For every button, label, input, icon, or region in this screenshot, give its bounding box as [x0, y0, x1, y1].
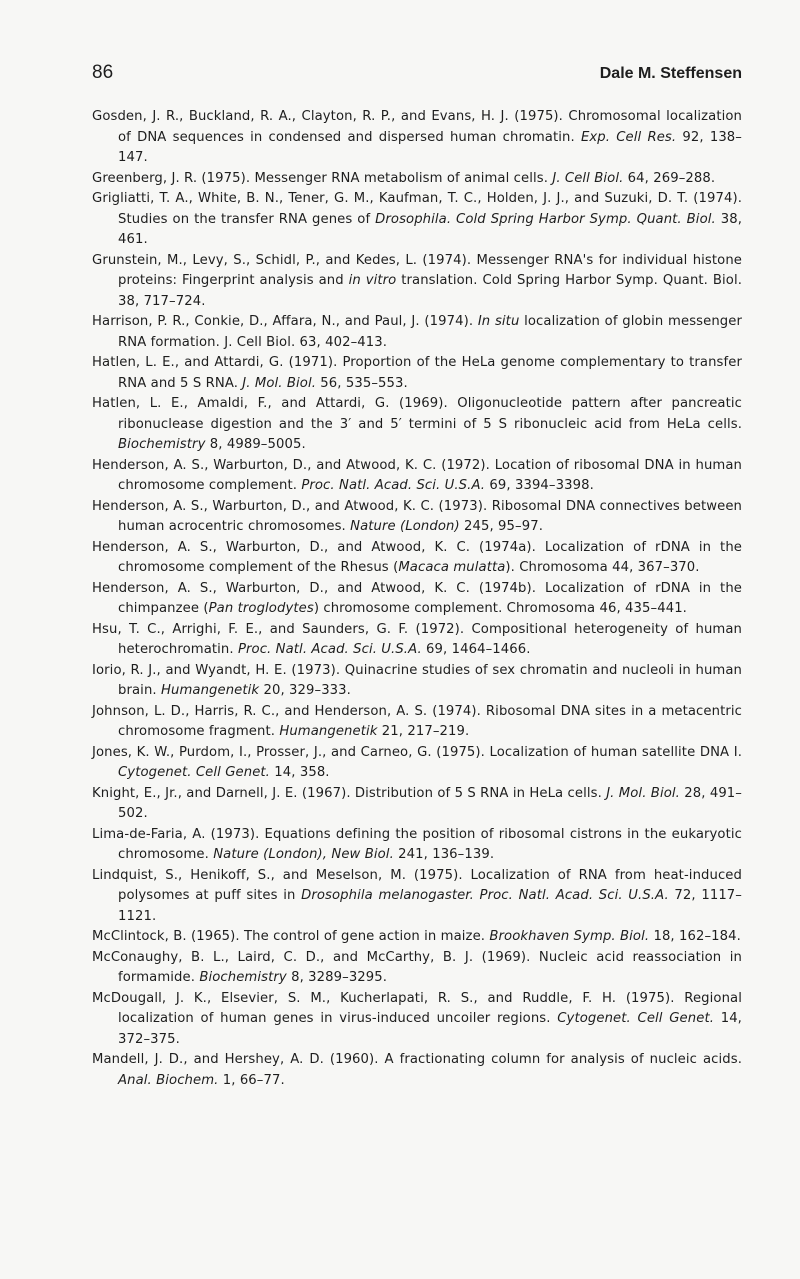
reference-item — [92, 784, 742, 825]
reference-item — [92, 620, 742, 661]
reference-item — [92, 169, 742, 190]
running-head: Dale M. Steffensen — [599, 65, 742, 82]
reference-item — [92, 989, 742, 1051]
reference-journal: Nature (London) — [350, 519, 460, 534]
reference-volume: 21, 217–219. — [377, 724, 470, 739]
reference-text: Gosden, J. R., Buckland, R. A., Clayton, R. P., and Evans, H. J. (1975). Chromosomal localization of DNA sequences in condensed and dispersed human chromatin. — [92, 109, 742, 145]
reference-journal: Exp. Cell Res. — [580, 129, 677, 145]
reference-item — [92, 353, 742, 394]
reference-item — [92, 743, 742, 784]
reference-item — [92, 251, 742, 313]
reference-volume: 64, 269–288. — [623, 170, 716, 186]
reference-volume: 72, 1117–1121. — [118, 888, 742, 924]
reference-text: Henderson, A. S., Warburton, D., and Atwood, K. C. (1974b). Localization of rDNA in the chimpanzee ( — [92, 580, 742, 616]
reference-volume: translation. Cold Spring Harbor Symp. Quant. Biol. 38, 717–724. — [118, 273, 743, 309]
reference-text: Henderson, A. S., Warburton, D., and Atwood, K. C. (1974a). Localization of rDNA in the chromosome complement of the Rhesus ( — [92, 539, 742, 575]
reference-text: Grigliatti, T. A., White, B. N., Tener, G. M., Kaufman, T. C., Holden, J. J., and Suzuki, D. T. (1974). Studies on the transfer RNA genes of — [92, 191, 742, 227]
reference-journal: Pan troglodytes — [208, 601, 314, 616]
reference-text: Henderson, A. S., Warburton, D., and Atwood, K. C. (1972). Location of ribosomal DNA in human chromosome complement. — [92, 457, 742, 493]
reference-item — [92, 927, 742, 948]
reference-text: Knight, E., Jr., and Darnell, J. E. (1967). Distribution of 5 S RNA in HeLa cells. — [92, 785, 607, 801]
reference-journal: Nature (London), New Biol. — [213, 847, 394, 862]
reference-volume: 20, 329–333. — [259, 683, 351, 698]
reference-volume: 18, 162–184. — [649, 929, 741, 944]
reference-item — [92, 702, 742, 743]
reference-journal: In situ — [477, 314, 520, 329]
reference-item — [92, 579, 742, 620]
reference-text: Iorio, R. J., and Wyandt, H. E. (1973). Quinacrine studies of sex chromatin and nucleoli in human brain. — [92, 662, 742, 698]
reference-text: Greenberg, J. R. (1975). Messenger RNA metabolism of animal cells. — [92, 170, 553, 186]
reference-journal: in vitro — [348, 273, 397, 288]
reference-text: Hatlen, L. E., Amaldi, F., and Attardi, G. (1969). Oligonucleotide pattern after pancreatic ribonuclease digestion and the 3′ and 5′ termini of 5 S ribonucleic acid from HeLa cells. — [92, 396, 742, 432]
reference-volume: 14, 372–375. — [118, 1011, 742, 1047]
reference-text: Johnson, L. D., Harris, R. C., and Henderson, A. S. (1974). Ribosomal DNA sites in a metacentric chromosome fragment. — [92, 703, 742, 739]
reference-item — [92, 661, 742, 702]
reference-volume: localization of globin messenger RNA formation. J. Cell Biol. 63, 402–413. — [118, 314, 743, 350]
reference-volume: 56, 535–553. — [316, 375, 408, 391]
reference-journal: Drosophila melanogaster. Proc. Natl. Acad. Sci. U.S.A. — [301, 888, 669, 903]
reference-text: Hatlen, L. E., and Attardi, G. (1971). Proportion of the HeLa genome complementary to transfer RNA and 5 S RNA. — [92, 355, 742, 391]
reference-item — [92, 1050, 742, 1091]
reference-journal: J. Mol. Biol. — [606, 785, 680, 801]
reference-item — [92, 394, 742, 456]
reference-volume: 38, 461. — [118, 211, 742, 247]
page-number: 86 — [92, 62, 114, 83]
reference-item — [92, 825, 742, 866]
reference-journal: Humangenetik — [160, 683, 260, 698]
reference-journal: Cytogenet. Cell Genet. — [118, 765, 270, 780]
reference-journal: Proc. Natl. Acad. Sci. U.S.A. — [237, 642, 422, 657]
page-header — [92, 62, 742, 84]
reference-volume: 8, 3289–3295. — [286, 970, 388, 985]
reference-journal: Proc. Natl. Acad. Sci. U.S.A. — [301, 478, 486, 493]
reference-text: Harrison, P. R., Conkie, D., Affara, N., and Paul, J. (1974). — [92, 314, 478, 329]
reference-volume: 245, 95–97. — [459, 519, 543, 534]
reference-list — [92, 107, 742, 1091]
reference-item — [92, 107, 742, 169]
reference-journal: Biochemistry — [199, 970, 287, 985]
reference-text: McConaughy, B. L., Laird, C. D., and McCarthy, B. J. (1969). Nucleic acid reassociation in formamide. — [92, 949, 742, 985]
reference-volume: 1, 66–77. — [218, 1072, 285, 1088]
reference-volume: ) chromosome complement. Chromosoma 46, 435–441. — [313, 601, 687, 616]
reference-item — [92, 189, 742, 251]
reference-journal: Humangenetik — [279, 724, 378, 739]
reference-text: McClintock, B. (1965). The control of gene action in maize. — [92, 929, 490, 944]
reference-item — [92, 866, 742, 928]
reference-journal: J. Mol. Biol. — [242, 375, 316, 391]
reference-journal: Anal. Biochem. — [118, 1072, 219, 1088]
reference-item — [92, 948, 742, 989]
reference-text: Mandell, J. D., and Hershey, A. D. (1960). A fractionating column for analysis of nucleic acids. — [92, 1052, 742, 1067]
reference-journal: J. Cell Biol. — [552, 170, 624, 186]
reference-item — [92, 312, 742, 353]
reference-journal: Brookhaven Symp. Biol. — [489, 929, 650, 944]
reference-item — [92, 456, 742, 497]
reference-volume: 14, 358. — [269, 765, 330, 780]
reference-volume: ). Chromosoma 44, 367–370. — [505, 560, 700, 575]
reference-text: Lindquist, S., Henikoff, S., and Meselson, M. (1975). Localization of RNA from heat-induced polysomes at puff sites in — [92, 867, 742, 903]
reference-volume: 241, 136–139. — [393, 847, 495, 862]
reference-text: Grunstein, M., Levy, S., Schidl, P., and Kedes, L. (1974). Messenger RNA's for individual histone proteins: Fingerprint analysis and — [92, 252, 742, 288]
reference-text: Hsu, T. C., Arrighi, F. E., and Saunders, G. F. (1972). Compositional heterogeneity of human heterochromatin. — [92, 621, 742, 657]
reference-volume: 69, 3394–3398. — [485, 478, 594, 493]
reference-journal: Cytogenet. Cell Genet. — [557, 1011, 715, 1026]
reference-journal: Biochemistry — [118, 437, 206, 452]
reference-text: Jones, K. W., Purdom, I., Prosser, J., and Carneo, G. (1975). Localization of human satellite DNA I. — [92, 744, 742, 760]
reference-volume: 8, 4989–5005. — [205, 437, 306, 452]
reference-volume: 92, 138–147. — [118, 129, 742, 165]
reference-volume: 28, 491–502. — [118, 785, 742, 821]
reference-text: Lima-de-Faria, A. (1973). Equations defining the position of ribosomal cistrons in the eukaryotic chromosome. — [92, 826, 742, 862]
reference-text: Henderson, A. S., Warburton, D., and Atwood, K. C. (1973). Ribosomal DNA connectives between human acrocentric chromosomes. — [92, 498, 742, 534]
reference-journal: Macaca mulatta — [398, 560, 506, 575]
reference-item — [92, 497, 742, 538]
reference-text: McDougall, J. K., Elsevier, S. M., Kucherlapati, R. S., and Ruddle, F. H. (1975). Regional localization of human genes in virus-induced uncoiler regions. — [92, 990, 742, 1026]
reference-volume: 69, 1464–1466. — [421, 642, 531, 657]
reference-journal: Drosophila. Cold Spring Harbor Symp. Quant. Biol. — [375, 211, 716, 227]
reference-item — [92, 538, 742, 579]
